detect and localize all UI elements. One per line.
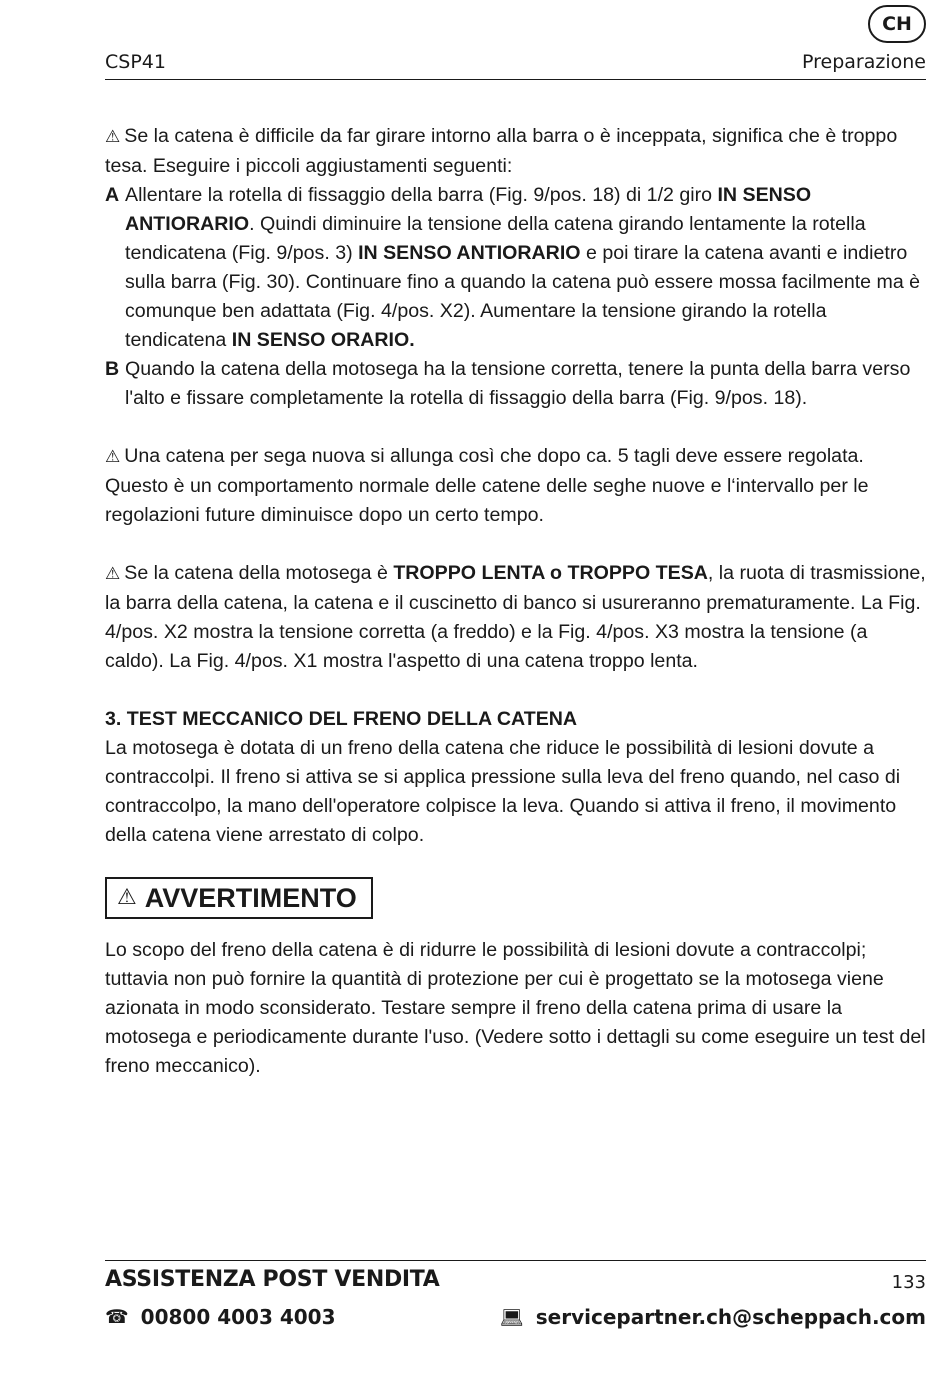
warning-paragraph-new-chain: ⚠ Una catena per sega nuova si allunga così che dopo ca. 5 tagli deve essere regolata. Questo è un comportamento normale delle catene delle seghe nuove e l‘intervallo per le regolazioni future diminuisce dopo un certo tempo. xyxy=(105,445,869,526)
section-title: Preparazione xyxy=(802,51,926,73)
service-email xyxy=(500,1305,926,1329)
warning-triangle-icon: ⚠ xyxy=(105,447,121,467)
country-badge xyxy=(868,5,926,43)
header-divider xyxy=(105,79,926,80)
computer-icon: 💻︎ xyxy=(499,1306,524,1329)
warning-box xyxy=(105,877,373,919)
warning-triangle-icon: ⚠ xyxy=(105,127,121,147)
step-a xyxy=(105,181,926,355)
warning-triangle-icon: ⚠ xyxy=(117,885,137,910)
telephone-icon: ☎ xyxy=(105,1306,129,1328)
step-b-text: Quando la catena della motosega ha la tensione corretta, tenere la punta della barra verso l'alto e fissare completamente la rotella di fissaggio della barra (Fig. 9/pos. 18). xyxy=(125,358,911,409)
warning-triangle-icon: ⚠ xyxy=(105,564,121,584)
warning-box-text: Lo scopo del freno della catena è di ridurre le possibilità di lesioni dovute a contraccolpi; tuttavia non può fornire la quantità di protezione per cui è progettato se la motosega viene azionata in modo sconsiderato. Testare sempre il freno della catena prima di usare la motosega e periodicamente durante l'uso. (Vedere sotto i dettagli su come eseguire un test del freno meccanico). xyxy=(105,939,926,1077)
step-a-label: A xyxy=(105,184,120,206)
step-b xyxy=(105,355,926,413)
country-code: CH xyxy=(882,13,912,35)
service-phone xyxy=(105,1305,336,1329)
phone-number: 00800 4003 4003 xyxy=(140,1305,336,1329)
service-title: ASSISTENZA POST VENDITA xyxy=(105,1267,440,1292)
email-address: servicepartner.ch@scheppach.com xyxy=(535,1305,926,1329)
step-a-text: Allentare la rotella di fissaggio della barra (Fig. 9/pos. 18) di 1/2 giro IN SENSO ANTIORARIO. Quindi diminuire la tensione della catena girando lentamente la rotella tendicatena (Fig. 9/pos. 3) IN SENSO ANTIORARIO e poi tirare la catena avanti e indietro sulla barra (Fig. 30). Continuare fino a quando la catena può essere mossa facilmente ma è comunque ben adattata (Fig. 4/pos. X2). Aumentare la tensione girando la rotella tendicatena IN SENSO ORARIO. xyxy=(125,184,921,351)
step-b-label: B xyxy=(105,358,120,380)
warning-box-label: AVVERTIMENTO xyxy=(144,883,357,913)
page-content xyxy=(105,122,926,1081)
footer-divider xyxy=(105,1260,926,1261)
section-heading: 3. TEST MECCANICO DEL FRENO DELLA CATENA xyxy=(105,708,578,730)
model-name: CSP41 xyxy=(105,51,166,73)
warning-paragraph-chain-tension: ⚠ Se la catena della motosega è TROPPO LENTA o TROPPO TESA, la ruota di trasmissione, la barra della catena, la catena e il cuscinetto di banco si usureranno prematuramente. La Fig. 4/pos. X2 mostra la tensione corretta (a freddo) e la Fig. 4/pos. X3 mostra la tensione (a caldo). La Fig. 4/pos. X1 mostra l'aspetto di una catena troppo lenta. xyxy=(105,562,926,672)
page-number: 133 xyxy=(891,1272,926,1293)
warning-paragraph-chain-tight: ⚠ Se la catena è difficile da far girare intorno alla barra o è inceppata, significa che è troppo tesa. Eseguire i piccoli aggiustamenti seguenti: xyxy=(105,125,898,177)
section-text: La motosega è dotata di un freno della catena che riduce le possibilità di lesioni dovute a contraccolpi. Il freno si attiva se si applica pressione sulla leva del freno quando, nel caso di contraccolpo, la mano dell'operatore colpisce la leva. Quando si attiva il freno, il movimento della catena viene arrestato di colpo. xyxy=(105,737,901,846)
